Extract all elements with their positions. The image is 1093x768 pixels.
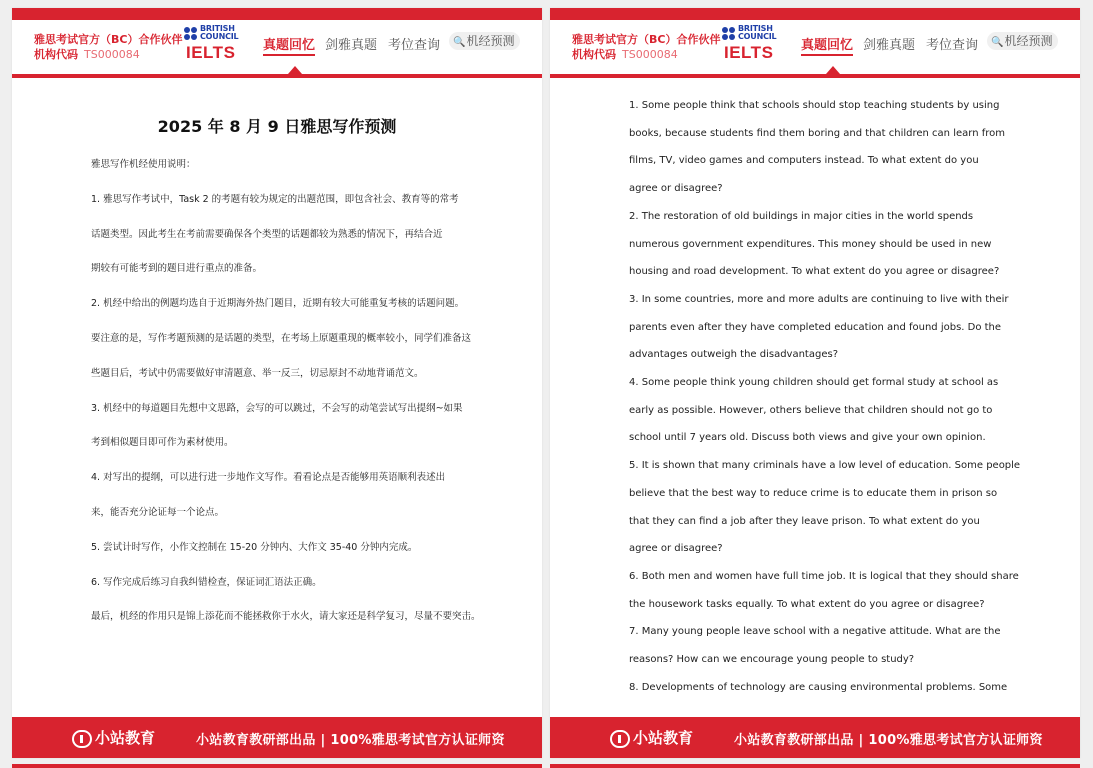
partner-code-label: 机构代码: [572, 48, 616, 61]
text-line: 4. 对写出的提纲，可以进行进一步地作文写作。看看论点是否能够用英语顺利表述出: [91, 472, 446, 484]
partner-code: TS000084: [84, 48, 140, 61]
bc-line2: COUNCIL: [738, 32, 777, 41]
text-line: 5. It is shown that many criminals have a low level of education. Some people: [629, 460, 1021, 472]
text-line: 2. 机经中给出的例题均选自于近期海外热门题目，近期有较大可能重复考核的话题问题。: [91, 298, 465, 310]
usage-instructions: [91, 148, 511, 635]
british-council-dots-icon: [722, 27, 736, 41]
page-footer: [12, 717, 542, 758]
text-line: 6. 写作完成后练习自我纠错检查，保证词汇语法正确。: [91, 576, 322, 588]
partner-info: [34, 32, 182, 62]
british-council-ielts-logo: [184, 25, 244, 65]
footer-logo-text: 小站教育: [95, 729, 156, 747]
text-line: 最后，机经的作用只是锦上添花而不能拯救你于水火，请大家还是科学复习，尽量不要突击。: [91, 611, 481, 623]
text-line: believe that the best way to reduce crime is to educate them in prison so: [629, 487, 998, 499]
active-nav-underline: [801, 54, 853, 56]
text-line: early as possible. However, others believe that children should not go to: [629, 404, 993, 416]
bc-line2: COUNCIL: [200, 32, 239, 41]
text-line: school until 7 years old. Discuss both views and give your own opinion.: [629, 432, 986, 444]
text-line: 3. 机经中的每道题目先想中文思路，会写的可以跳过，不会写的动笔尝试写出提纲~如果: [91, 402, 463, 414]
forecast-search-pill[interactable]: [449, 32, 520, 50]
ielts-wordmark: IELTS: [186, 43, 236, 62]
forecast-search-pill[interactable]: [987, 32, 1058, 50]
chat-bubble-icon: [610, 730, 630, 748]
next-page-edge-right: [550, 764, 1080, 768]
search-label: 机经预测: [466, 34, 515, 48]
nav-item-seat-query[interactable]: 考位查询: [388, 38, 441, 53]
text-line: 期较有可能考到的题目进行重点的准备。: [91, 263, 263, 275]
nav-label: 真题回忆: [801, 38, 854, 53]
nav-item-real-questions[interactable]: [263, 34, 315, 53]
text-line: reasons? How can we encourage young people to study?: [629, 654, 915, 666]
text-line: parents even after they have completed education and found jobs. Do the: [629, 321, 1002, 333]
text-line: books, because students find them boring and that children can learn from: [629, 127, 1005, 139]
document-page-right: [550, 8, 1080, 758]
xiaozhan-logo: [72, 727, 155, 749]
header-rule: [12, 74, 542, 78]
nav-label: 真题回忆: [263, 38, 316, 53]
writing-questions: [629, 92, 1069, 701]
header-rule: [550, 74, 1080, 78]
partner-title: 雅思考试官方（BC）合作伙伴: [572, 33, 721, 46]
text-line: numerous government expenditures. This money should be used in new: [629, 238, 992, 250]
text-line: 要注意的是，写作考题预测的是话题的类型，在考场上原题重现的概率较小，同学们准备这: [91, 332, 472, 344]
document-title: 2025 年 8 月 9 日雅思写作预测: [157, 117, 397, 136]
text-line: that they can find a job after they leave prison. To what extent do you: [629, 515, 980, 527]
nav-item-real-questions[interactable]: [801, 34, 853, 53]
nav-item-cambridge[interactable]: 剑雅真题: [325, 38, 378, 53]
text-line: 话题类型。因此考生在考前需要确保各个类型的话题都较为熟悉的情况下，再结合近: [91, 228, 443, 240]
search-label: 机经预测: [1004, 34, 1053, 48]
british-council-ielts-logo: [722, 25, 782, 65]
document-page-left: [12, 8, 542, 758]
text-line: 4. Some people think young children should get formal study at school as: [629, 377, 999, 389]
chat-bubble-icon: [72, 730, 92, 748]
text-line: 些题目后，考试中仍需要做好审清题意、举一反三，切忌原封不动地背诵范文。: [91, 367, 424, 379]
british-council-dots-icon: [184, 27, 198, 41]
page-footer: [550, 717, 1080, 758]
text-line: 2. The restoration of old buildings in major cities in the world spends: [629, 210, 974, 222]
bc-line1: BRITISH: [200, 24, 235, 33]
bc-line1: BRITISH: [738, 24, 773, 33]
partner-title: 雅思考试官方（BC）合作伙伴: [34, 33, 183, 46]
header-top-stripe: [12, 8, 542, 20]
caret-up-icon: [826, 66, 840, 74]
footer-slogan: 小站教育教研部出品 | 100%雅思考试官方认证师资: [734, 733, 1043, 748]
text-line: advantages outweigh the disadvantages?: [629, 349, 838, 361]
text-line: 8. Developments of technology are causing environmental problems. Some: [629, 681, 1008, 693]
text-line: 7. Many young people leave school with a negative attitude. What are the: [629, 626, 1001, 638]
footer-slogan: 小站教育教研部出品 | 100%雅思考试官方认证师资: [196, 733, 505, 748]
nav-item-seat-query[interactable]: 考位查询: [926, 38, 979, 53]
search-icon: 🔍: [991, 37, 1004, 48]
text-line: 雅思写作机经使用说明：: [91, 159, 196, 170]
text-line: 3. In some countries, more and more adults are continuing to live with their: [629, 293, 1009, 305]
text-line: 1. 雅思写作考试中，Task 2 的考题有较为规定的出题范围，即包含社会、教育等的常考: [91, 193, 459, 205]
caret-up-icon: [288, 66, 302, 74]
text-line: 来，能否充分论证每一个论点。: [91, 506, 225, 518]
footer-logo-text: 小站教育: [633, 729, 694, 747]
header-top-stripe: [550, 8, 1080, 20]
xiaozhan-logo: [610, 727, 693, 749]
search-icon: 🔍: [453, 37, 466, 48]
active-nav-underline: [263, 54, 315, 56]
partner-info: [572, 32, 720, 62]
text-line: 1. Some people think that schools should stop teaching students by using: [629, 100, 1000, 111]
text-line: 6. Both men and women have full time job. It is logical that they should share: [629, 570, 1019, 582]
text-line: films, TV, video games and computers instead. To what extent do you: [629, 155, 979, 167]
next-page-edge-left: [12, 764, 542, 768]
partner-code: TS000084: [622, 48, 678, 61]
text-line: agree or disagree?: [629, 543, 723, 555]
text-line: housing and road development. To what extent do you agree or disagree?: [629, 266, 1000, 278]
text-line: the housework tasks equally. To what extent do you agree or disagree?: [629, 598, 985, 610]
text-line: agree or disagree?: [629, 183, 723, 195]
text-line: 5. 尝试计时写作，小作文控制在 15-20 分钟内、大作文 35-40 分钟内完成。: [91, 541, 418, 553]
text-line: 考到相似题目即可作为素材使用。: [91, 437, 234, 449]
nav-item-cambridge[interactable]: 剑雅真题: [863, 38, 916, 53]
ielts-wordmark: IELTS: [724, 43, 774, 62]
partner-code-label: 机构代码: [34, 48, 78, 61]
